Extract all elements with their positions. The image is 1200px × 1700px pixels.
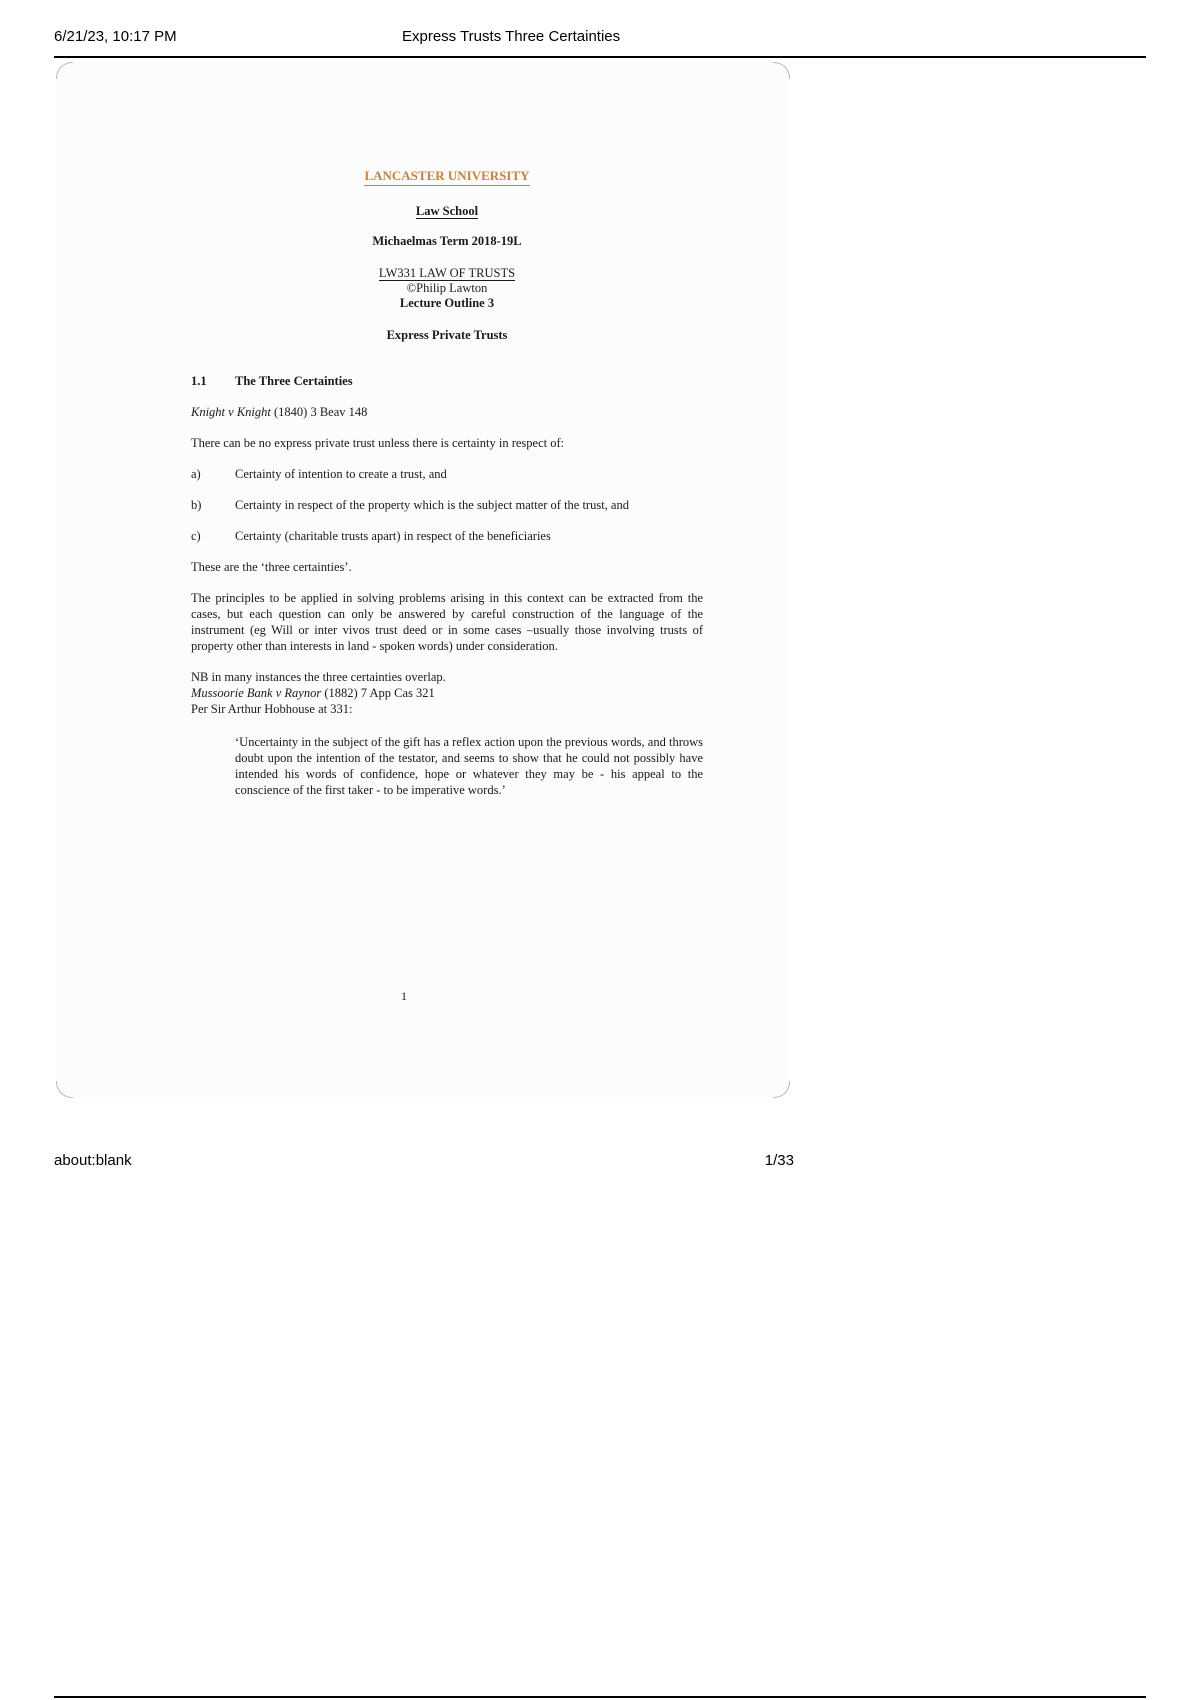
term-heading: Michaelmas Term 2018-19L: [372, 234, 522, 248]
print-title: Express Trusts Three Certainties: [402, 28, 621, 45]
school-heading: [191, 203, 703, 219]
list-item-label: a): [191, 467, 201, 481]
page-corner-top-left: [56, 62, 73, 79]
section-title: The Three Certainties: [235, 374, 353, 388]
university-heading: [191, 168, 703, 186]
list-item: [191, 466, 703, 482]
document-page: [56, 62, 790, 1098]
principles-paragraph: The principles to be applied in solving problems arising in this context can be extracted from the cases, but each question can only be answered by careful construction of the language of the instrument (eg Will or inter vivos trust deed or in some cases –usually those involving trusts of property other than interests in land - spoken words) under consideration.: [191, 591, 703, 653]
university-name: LANCASTER UNIVERSITY: [364, 168, 529, 186]
print-datetime: 6/21/23, 10:17 PM: [54, 28, 177, 45]
section-number: 1.1: [191, 374, 207, 388]
nb-block: [191, 669, 703, 717]
print-page-count: 1/33: [764, 1152, 794, 1169]
block-quote: ‘Uncertainty in the subject of the gift has a reflex action upon the previous words, and throws doubt upon the intention of the testator, and seems to show that he could not possibly have intended his words of confidence, hope or whatever they may be - his appeal to the conscience of the first taker - to be imperative words.’: [235, 735, 703, 797]
section-heading: [191, 373, 703, 389]
list-item-label: c): [191, 529, 201, 543]
list-item-text: Certainty in respect of the property which is the subject matter of the trust, and: [235, 498, 629, 512]
author-credit: ©Philip Lawton: [406, 281, 488, 295]
list-item: [191, 528, 703, 544]
document-body: [191, 166, 703, 798]
case-reference-knight: [191, 404, 703, 420]
summary-paragraph: These are the ‘three certainties’.: [191, 560, 352, 574]
case-name: Knight v Knight: [191, 405, 271, 419]
page-number: 1: [401, 989, 407, 1003]
nb-line: NB in many instances the three certainties overlap.: [191, 670, 446, 684]
print-url: about:blank: [54, 1152, 132, 1169]
intro-paragraph: There can be no express private trust unless there is certainty in respect of:: [191, 436, 565, 450]
course-code-text: LW331 LAW OF TRUSTS: [378, 266, 516, 280]
lecture-outline: Lecture Outline 3: [399, 296, 495, 310]
print-header: [54, 26, 1146, 58]
list-item-text: Certainty of intention to create a trust, and: [235, 467, 447, 481]
page-corner-top-right: [773, 62, 790, 79]
bottom-divider: [54, 1696, 1146, 1698]
course-code: [191, 266, 703, 281]
case-reference-mussoorie: [191, 685, 703, 701]
list-item-label: b): [191, 498, 202, 512]
subject-heading: Express Private Trusts: [386, 328, 508, 342]
case-citation: (1840) 3 Beav 148: [270, 405, 368, 419]
case-citation: (1882) 7 App Cas 321: [321, 686, 435, 700]
case-name: Mussoorie Bank v Raynor: [191, 686, 322, 700]
school-name: Law School: [415, 204, 479, 218]
page-corner-bottom-right: [773, 1081, 790, 1098]
page-corner-bottom-left: [56, 1081, 73, 1098]
per-line: Per Sir Arthur Hobhouse at 331:: [191, 702, 353, 716]
course-block: [191, 266, 703, 311]
list-item: [191, 497, 703, 513]
list-item-text: Certainty (charitable trusts apart) in respect of the beneficiaries: [235, 529, 551, 543]
